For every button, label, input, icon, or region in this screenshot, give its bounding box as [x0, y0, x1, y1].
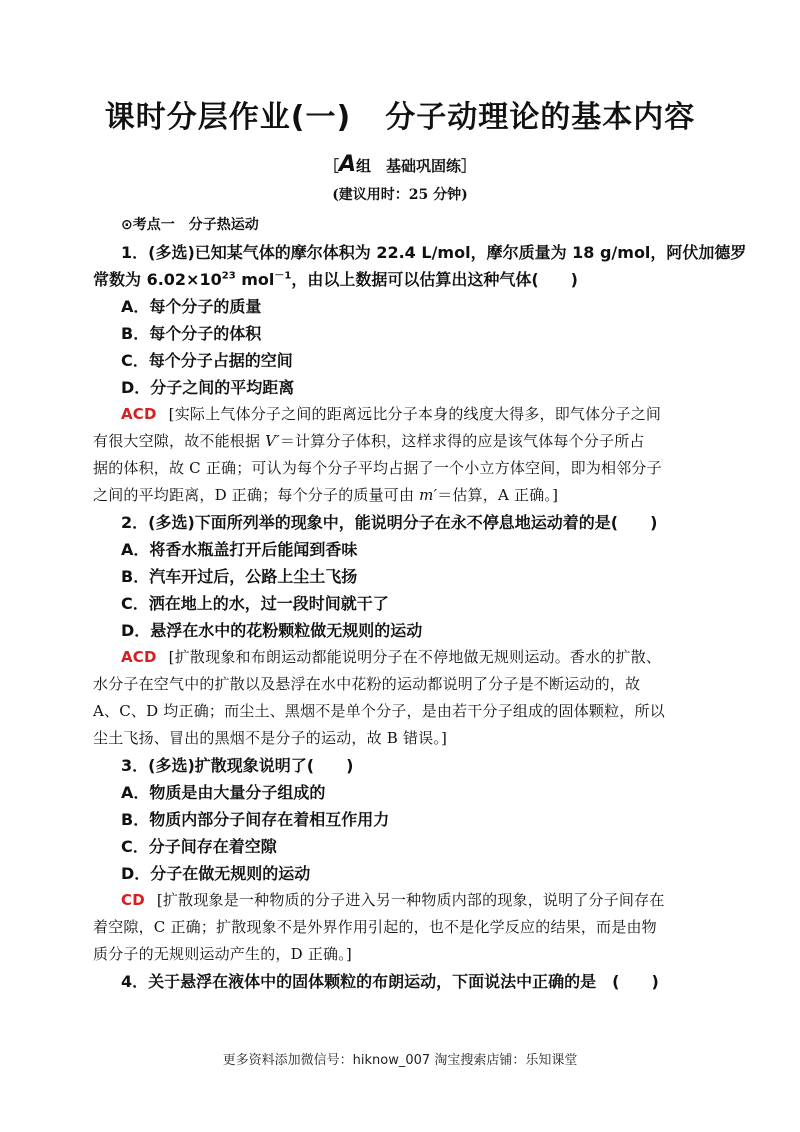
section-heading — [93, 212, 713, 239]
q2-stem: 2．(多选)下面所列举的现象中，能说明分子在永不停息地运动着的是( ) — [121, 513, 658, 532]
q1-explanation-line1: ACD [实际上气体分子之间的距离远比分子本身的线度大得多，即气体分子之间 — [121, 405, 662, 423]
section-marker-icon: ⊙ — [121, 217, 133, 233]
q1-option-a: A．每个分子的质量 — [121, 297, 262, 316]
q1-answer-key: ACD — [121, 405, 157, 423]
q3-option-d: D．分子在做无规则的运动 — [121, 864, 311, 883]
q2-explanation-line4: 尘土飞扬、冒出的黑烟不是分子的运动，故 B 错误。] — [93, 729, 448, 747]
q3-option-a: A．物质是由大量分子组成的 — [121, 783, 326, 802]
footer-note: 更多资料添加微信号：hiknow_007 淘宝搜索店铺：乐知课堂 — [222, 1053, 578, 1068]
bracket-open: ［ — [323, 157, 339, 175]
group-text: 组 基础巩固练 — [356, 157, 462, 175]
content — [93, 212, 747, 995]
q3-explanation-line2: 着空隙，C 正确；扩散现象不是外界作用引起的，也不是化学反应的结果，而是由物 — [93, 918, 657, 936]
section-label: 考点一 分子热运动 — [132, 217, 259, 233]
q3-stem: 3．(多选)扩散现象说明了( ) — [121, 756, 354, 775]
title-part1: 课时分层作业(一) — [104, 100, 352, 135]
bracket-close: ］ — [461, 157, 477, 175]
q3-explanation-line1: CD [扩散现象是一种物质的分子进入另一种物质内部的现象，说明了分子间存在 — [121, 891, 665, 909]
q2-explanation-line2: 水分子在空气中的扩散以及悬浮在水中花粉的运动都说明了分子是不断运动的，故 — [93, 675, 641, 693]
q1-line1: 1．(多选)已知某气体的摩尔体积为 22.4 L/mol，摩尔质量为 18 g/mol，阿伏加德罗 — [121, 243, 747, 262]
page-title — [0, 92, 800, 136]
q1-line2: 常数为 $6.02\times 10^{23}$ mol$^{-1}$，由以上数据可以估算出这种气体( ) — [93, 270, 578, 289]
q2-explanation-line1: ACD [扩散现象和布朗运动都能说明分子在不停地做无规则运动。香水的扩散、 — [121, 648, 662, 666]
q3-answer-key: CD — [121, 891, 145, 909]
q2-explanation-line3: A、C、D 均正确；而尘土、黑烟不是单个分子，是由若干分子组成的固体颗粒，所以 — [93, 702, 665, 720]
q1-explanation-line3: 据的体积，故 C 正确；可认为每个分子平均占据了一个小立方体空间，即为相邻分子 — [93, 459, 662, 477]
q2-option-b: B．汽车开过后，公路上尘土飞扬 — [121, 567, 358, 586]
q1-option-d: D．分子之间的平均距离 — [121, 378, 295, 397]
q2-option-d: D．悬浮在水中的花粉颗粒做无规则的运动 — [121, 621, 423, 640]
q2-option-a: A．将香水瓶盖打开后能闻到香味 — [121, 540, 358, 559]
q1-option-c: C．每个分子占据的空间 — [121, 351, 293, 370]
q1-explanation-line2: 有很大空隙，故不能根据 V′＝计算分子体积，这样求得的应是该气体每个分子所占 — [93, 432, 645, 450]
q2-option-c: C．洒在地上的水，过一段时间就干了 — [121, 594, 389, 613]
group-label — [0, 152, 800, 177]
time-hint: (建议用时：25 分钟) — [332, 187, 468, 203]
q3-option-c: C．分子间存在着空隙 — [121, 837, 277, 856]
q3-explanation-line3: 质分子的无规则运动产生的，D 正确。] — [93, 945, 352, 963]
title-part2: 分子动理论的基本内容 — [385, 100, 696, 135]
q2-answer-key: ACD — [121, 648, 157, 666]
q1-option-b: B．每个分子的体积 — [121, 324, 262, 343]
q4-stem: 4．关于悬浮在液体中的固体颗粒的布朗运动，下面说法中正确的是 ( ) — [121, 972, 659, 991]
q3-option-b: B．物质内部分子间存在着相互作用力 — [121, 810, 390, 829]
q1-explanation-line4: 之间的平均距离，D 正确；每个分子的质量可由 m′＝估算，A 正确。] — [93, 486, 559, 504]
group-letter: A — [338, 152, 356, 177]
